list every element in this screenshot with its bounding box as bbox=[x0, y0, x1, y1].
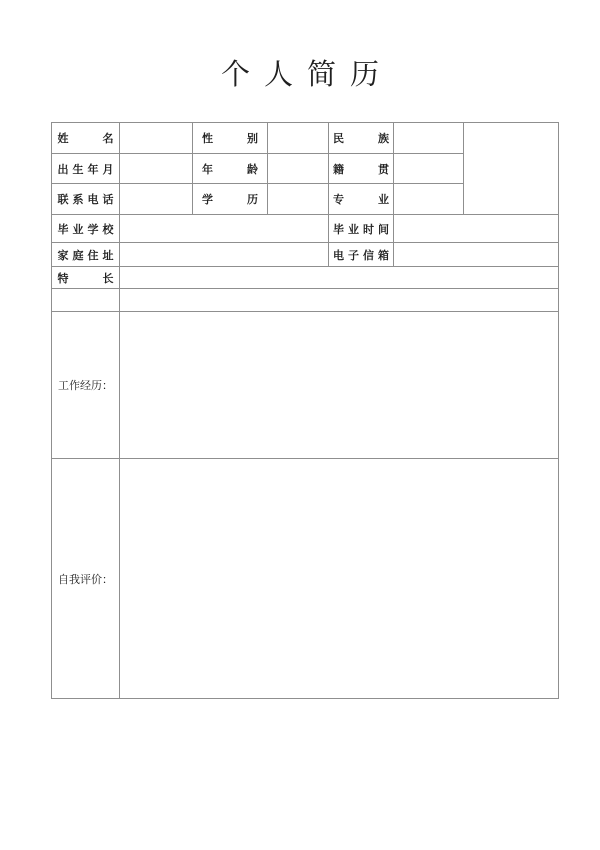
specialty-label bbox=[52, 267, 120, 289]
page-title: 个人简历 bbox=[220, 57, 393, 91]
specialty-value-cell[interactable] bbox=[120, 267, 559, 289]
self-evaluation-value-cell[interactable] bbox=[120, 459, 559, 699]
school-value-cell[interactable] bbox=[120, 215, 329, 243]
birth-date-value-cell[interactable] bbox=[120, 154, 193, 184]
address-label bbox=[52, 243, 120, 267]
age-label bbox=[193, 154, 268, 184]
gender-value-cell[interactable] bbox=[268, 123, 329, 154]
row-name-gender-ethnicity bbox=[52, 123, 559, 154]
major-label bbox=[329, 184, 394, 215]
email-label-text: 电子信箱 bbox=[333, 248, 389, 262]
school-label bbox=[52, 215, 120, 243]
birth-date-label bbox=[52, 154, 120, 184]
row-school-graduation bbox=[52, 215, 559, 243]
address-label-text: 家庭住址 bbox=[57, 248, 114, 262]
age-value-cell[interactable] bbox=[268, 154, 329, 184]
row-work-experience bbox=[52, 312, 559, 459]
school-label-text: 毕业学校 bbox=[57, 222, 114, 236]
birth-date-label-text: 出生年月 bbox=[57, 162, 114, 176]
gender-label bbox=[193, 123, 268, 154]
phone-label bbox=[52, 184, 120, 215]
name-value-cell[interactable] bbox=[120, 123, 193, 154]
age-label-text: 年龄 bbox=[202, 162, 258, 176]
graduation-time-label bbox=[329, 215, 394, 243]
graduation-time-value-cell[interactable] bbox=[394, 215, 559, 243]
education-label bbox=[193, 184, 268, 215]
graduation-time-label-text: 毕业时间 bbox=[333, 222, 389, 236]
name-label bbox=[52, 123, 120, 154]
phone-value-cell[interactable] bbox=[120, 184, 193, 215]
education-label-text: 学历 bbox=[202, 193, 258, 206]
photo-cell[interactable] bbox=[464, 123, 559, 215]
name-label-text: 姓名 bbox=[57, 132, 114, 145]
native-place-value-cell[interactable] bbox=[394, 154, 464, 184]
work-experience-label: 工作经历： bbox=[52, 312, 120, 459]
self-evaluation-label: 自我评价： bbox=[52, 459, 120, 699]
major-value-cell[interactable] bbox=[394, 184, 464, 215]
resume-table bbox=[51, 122, 559, 699]
email-label bbox=[329, 243, 394, 267]
major-label-text: 专业 bbox=[333, 193, 389, 206]
gender-label-text: 性别 bbox=[202, 132, 258, 145]
row-self-evaluation bbox=[52, 459, 559, 699]
specialty-label-text: 特长 bbox=[57, 271, 114, 285]
native-place-label-text: 籍贯 bbox=[333, 162, 389, 176]
extra-blank-label-cell[interactable] bbox=[52, 289, 120, 312]
ethnicity-label bbox=[329, 123, 394, 154]
ethnicity-value-cell[interactable] bbox=[394, 123, 464, 154]
address-value-cell[interactable] bbox=[120, 243, 329, 267]
work-experience-value-cell[interactable] bbox=[120, 312, 559, 459]
row-extra-blank bbox=[52, 289, 559, 312]
email-value-cell[interactable] bbox=[394, 243, 559, 267]
row-address-email bbox=[52, 243, 559, 267]
ethnicity-label-text: 民族 bbox=[333, 132, 389, 145]
education-value-cell[interactable] bbox=[268, 184, 329, 215]
phone-label-text: 联系电话 bbox=[57, 193, 114, 206]
native-place-label bbox=[329, 154, 394, 184]
extra-blank-value-cell[interactable] bbox=[120, 289, 559, 312]
row-specialty bbox=[52, 267, 559, 289]
